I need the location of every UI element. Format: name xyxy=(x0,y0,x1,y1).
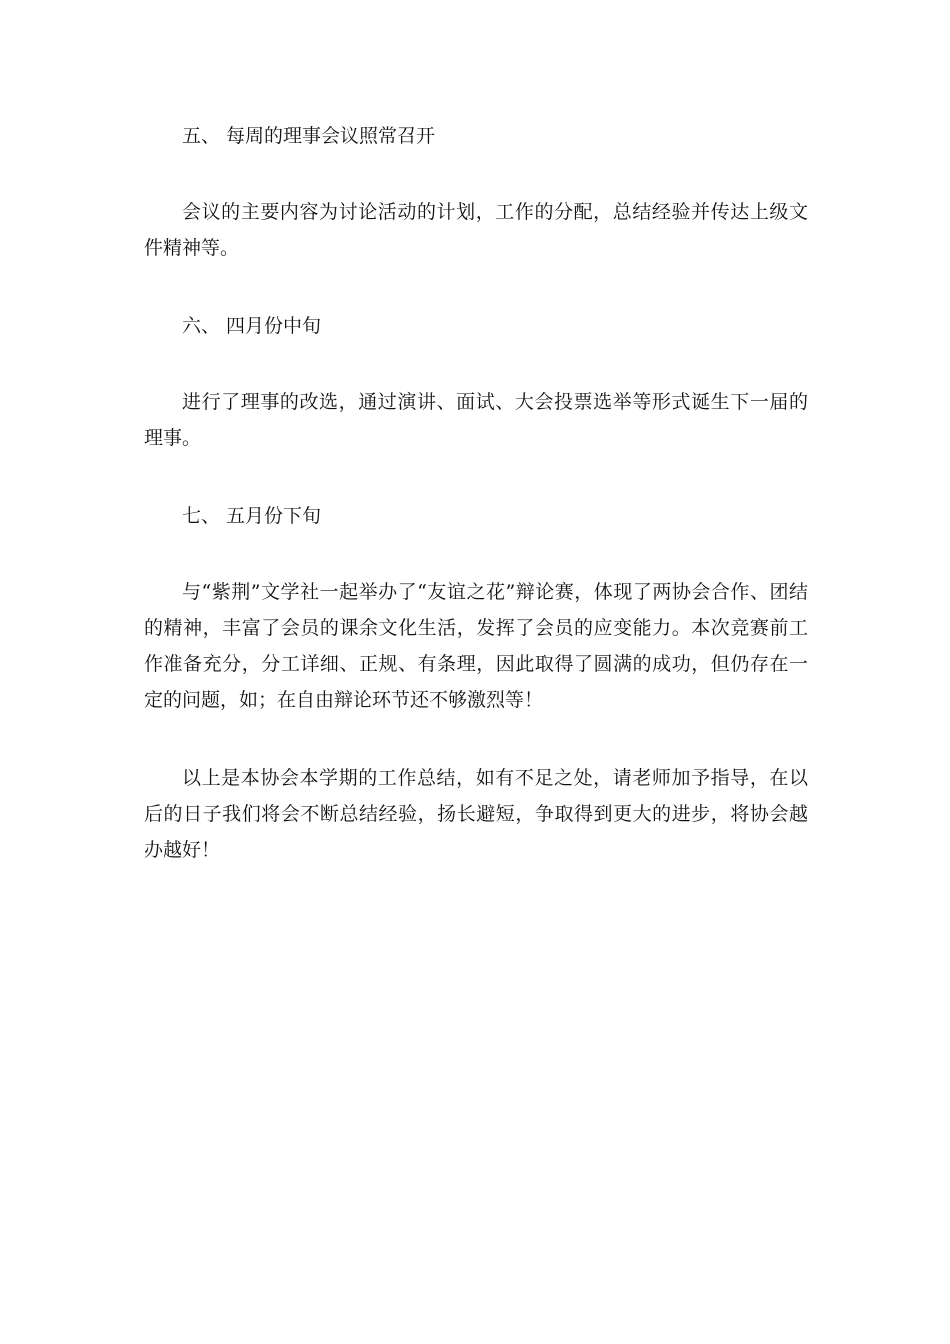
section-body-5: 会议的主要内容为讨论活动的计划，工作的分配，总结经验并传达上级文件精神等。 xyxy=(144,201,808,259)
spacer xyxy=(144,266,808,308)
section-heading-6: 六、 四月份中旬 xyxy=(182,315,322,337)
section-heading-7: 七、 五月份下旬 xyxy=(182,505,322,527)
spacer xyxy=(144,718,808,760)
spacer xyxy=(144,344,808,384)
section-heading-5: 五、 每周的理事会议照常召开 xyxy=(182,125,436,147)
conclusion-paragraph: 以上是本协会本学期的工作总结，如有不足之处，请老师加予指导，在以后的日子我们将会不断总结经验，扬长避短，争取得到更大的进步，将协会越办越好！ xyxy=(144,767,808,861)
document-body xyxy=(144,118,808,868)
spacer xyxy=(144,534,808,574)
spacer xyxy=(144,456,808,498)
spacer xyxy=(144,154,808,194)
section-body-7: 与“紫荆”文学社一起举办了“友谊之花”辩论赛，体现了两协会合作、团结的精神，丰富了会员的课余文化生活，发挥了会员的应变能力。本次竞赛前工作准备充分，分工详细、正规、有条理，因此取得了圆满的成功，但仍存在一定的问题，如；在自由辩论环节还不够激烈等！ xyxy=(144,581,808,711)
section-body-6: 进行了理事的改选，通过演讲、面试、大会投票选举等形式诞生下一届的理事。 xyxy=(144,391,808,449)
